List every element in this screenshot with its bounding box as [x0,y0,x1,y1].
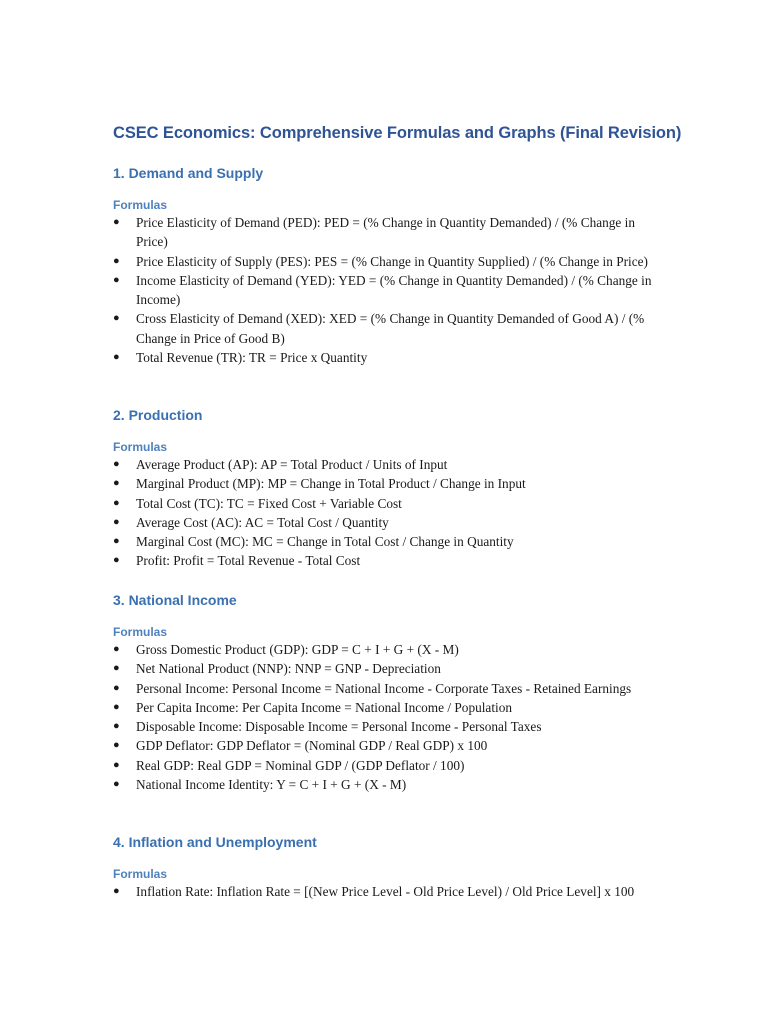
list-item [113,698,658,717]
bullet-icon: ● [113,216,120,228]
list-item [113,756,658,775]
formulas-subheading: Formulas [113,198,168,212]
section-national-income [113,590,658,794]
list-item-text: National Income Identity: Y = C + I + G + (X - M) [136,777,407,793]
bullet-icon: ● [113,739,120,752]
list-item-text: Inflation Rate: Inflation Rate = [(New Price Level - Old Price Level) / Old Price Level] x 100 [136,884,635,899]
list-item [113,474,658,493]
formula-list [113,213,658,367]
formula-list [113,455,658,571]
list-item [113,271,658,310]
bullet-icon: ● [113,273,120,286]
list-item-text: Personal Income: Personal Income = National Income - Corporate Taxes - Retained Earnings [136,680,632,696]
list-item [113,717,658,736]
bullet-icon: ● [113,720,120,733]
list-item-text: Gross Domestic Product (GDP): GDP = C + I + G + (X - M) [136,642,459,657]
list-item-text: GDP Deflator: GDP Deflator = (Nominal GDP / Real GDP) x 100 [136,738,488,754]
list-item [113,513,658,532]
list-item-text: Real GDP: Real GDP = Nominal GDP / (GDP Deflator / 100) [136,757,465,773]
list-item [113,775,658,794]
bullet-icon: ● [113,662,120,675]
formulas-subheading: Formulas [113,867,168,881]
formula-list [113,882,658,901]
bullet-icon: ● [113,515,120,528]
formula-list [113,640,658,794]
bullet-icon: ● [113,681,120,694]
list-item [113,679,658,698]
section-heading: 2. Production [113,407,203,423]
list-item-text: Average Cost (AC): AC = Total Cost / Quantity [136,514,389,530]
bullet-icon: ● [113,496,120,509]
list-item [113,882,658,901]
list-item [113,736,658,755]
bullet-icon: ● [113,458,120,470]
list-item-text: Per Capita Income: Per Capita Income = National Income / Population [136,699,513,715]
list-item [113,659,658,678]
bullet-icon: ● [113,778,120,791]
list-item [113,252,658,271]
bullet-icon: ● [113,312,120,325]
section-production [113,405,658,571]
document-title: CSEC Economics: Comprehensive Formulas and Graphs (Final Revision) [113,124,682,142]
list-item [113,494,658,513]
list-item-text: Average Product (AP): AP = Total Product / Units of Input [136,457,448,472]
section-heading: 4. Inflation and Unemployment [113,834,317,850]
list-item-text: Net National Product (NNP): NNP = GNP - Depreciation [136,661,441,677]
bullet-icon: ● [113,477,120,490]
list-item-text: Marginal Product (MP): MP = Change in Total Product / Change in Input [136,476,526,492]
bullet-icon: ● [113,758,120,771]
list-item-text: Profit: Profit = Total Revenue - Total Cost [136,553,361,569]
bullet-icon: ● [113,351,120,364]
section-demand-and-supply [113,163,658,367]
list-item [113,455,658,474]
list-item-text: Income Elasticity of Demand (YED): YED = (% Change in Quantity Demanded) / (% Change in Income) [136,272,652,308]
formulas-subheading: Formulas [113,625,168,639]
section-inflation-and-unemployment [113,832,658,901]
bullet-icon: ● [113,254,120,267]
list-item-text: Marginal Cost (MC): MC = Change in Total Cost / Change in Quantity [136,534,514,550]
list-item-text: Price Elasticity of Demand (PED): PED = (% Change in Quantity Demanded) / (% Change in Price) [136,215,635,250]
list-item [113,551,658,570]
list-item-text: Total Revenue (TR): TR = Price x Quantity [136,350,368,366]
section-heading: 3. National Income [113,592,237,608]
list-item [113,640,658,659]
formulas-subheading: Formulas [113,440,168,454]
bullet-icon: ● [113,643,120,655]
list-item [113,532,658,551]
list-item [113,213,658,252]
list-item [113,348,658,367]
bullet-icon: ● [113,885,120,897]
list-item-text: Disposable Income: Disposable Income = Personal Income - Personal Taxes [136,719,542,735]
section-heading: 1. Demand and Supply [113,165,264,181]
bullet-icon: ● [113,535,120,548]
bullet-icon: ● [113,554,120,567]
list-item-text: Cross Elasticity of Demand (XED): XED = (% Change in Quantity Demanded of Good A) / (% Change in Price of Good B) [136,311,645,346]
bullet-icon: ● [113,700,120,713]
list-item-text: Price Elasticity of Supply (PES): PES = (% Change in Quantity Supplied) / (% Change in Price) [136,253,648,269]
list-item-text: Total Cost (TC): TC = Fixed Cost + Variable Cost [136,495,402,511]
list-item [113,309,658,348]
